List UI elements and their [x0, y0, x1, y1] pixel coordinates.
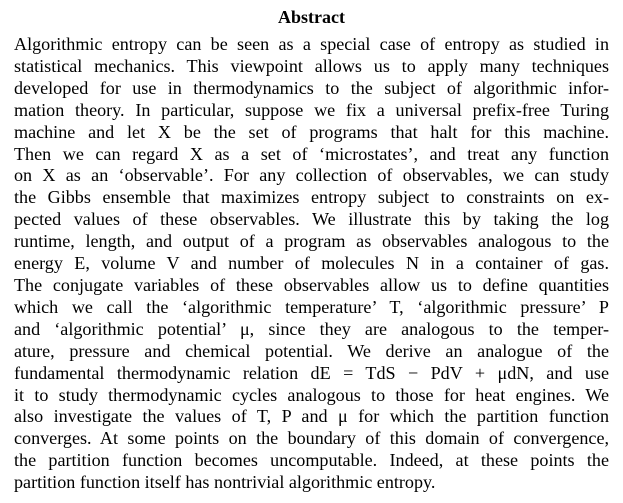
abstract-line: energy E, volume V and number of molecules N in a container of gas.	[14, 253, 609, 274]
abstract-line: converges. At some points on the boundary of this domain of convergence,	[14, 428, 609, 449]
abstract-line: statistical mechanics. This viewpoint allows us to apply many techniques	[14, 55, 609, 76]
abstract-line: partition function itself has nontrivial algorithmic entropy.	[14, 472, 436, 493]
abstract-title: Abstract	[278, 7, 345, 27]
abstract-line: machine and let X be the set of programs that halt for this machine.	[14, 121, 609, 142]
abstract-line: the Gibbs ensemble that maximizes entropy subject to constraints on ex-	[14, 187, 609, 208]
abstract-line: and ‘algorithmic potential’ μ, since they are analogous to the temper-	[14, 318, 609, 339]
abstract-line: fundamental thermodynamic relation dE = TdS − PdV + μdN, and use	[14, 362, 609, 383]
abstract-line: Algorithmic entropy can be seen as a special case of entropy as studied in	[14, 34, 609, 54]
abstract-line: on X as an ‘observable’. For any collection of observables, we can study	[14, 165, 609, 186]
abstract-line: runtime, length, and output of a program as observables analogous to the	[14, 231, 609, 252]
abstract-line: Then we can regard X as a set of ‘microstates’, and treat any function	[14, 143, 609, 164]
abstract-line: which we call the ‘algorithmic temperature’ T, ‘algorithmic pressure’ P	[14, 296, 609, 317]
abstract-line: developed for use in thermodynamics to the subject of algorithmic infor-	[14, 77, 609, 98]
abstract-line: it to study thermodynamic cycles analogous to those for heat engines. We	[14, 384, 609, 405]
abstract-body	[14, 34, 609, 494]
abstract-line: The conjugate variables of these observables allow us to define quantities	[14, 274, 609, 295]
abstract-line: also investigate the values of T, P and μ for which the partition function	[14, 406, 609, 427]
abstract-line: ature, pressure and chemical potential. We derive an analogue of the	[14, 340, 609, 361]
abstract-line: pected values of these observables. We illustrate this by taking the log	[14, 209, 609, 230]
abstract-line: mation theory. In particular, suppose we fix a universal prefix-free Turing	[14, 99, 609, 120]
abstract-line: the partition function becomes uncomputable. Indeed, at these points the	[14, 450, 609, 471]
